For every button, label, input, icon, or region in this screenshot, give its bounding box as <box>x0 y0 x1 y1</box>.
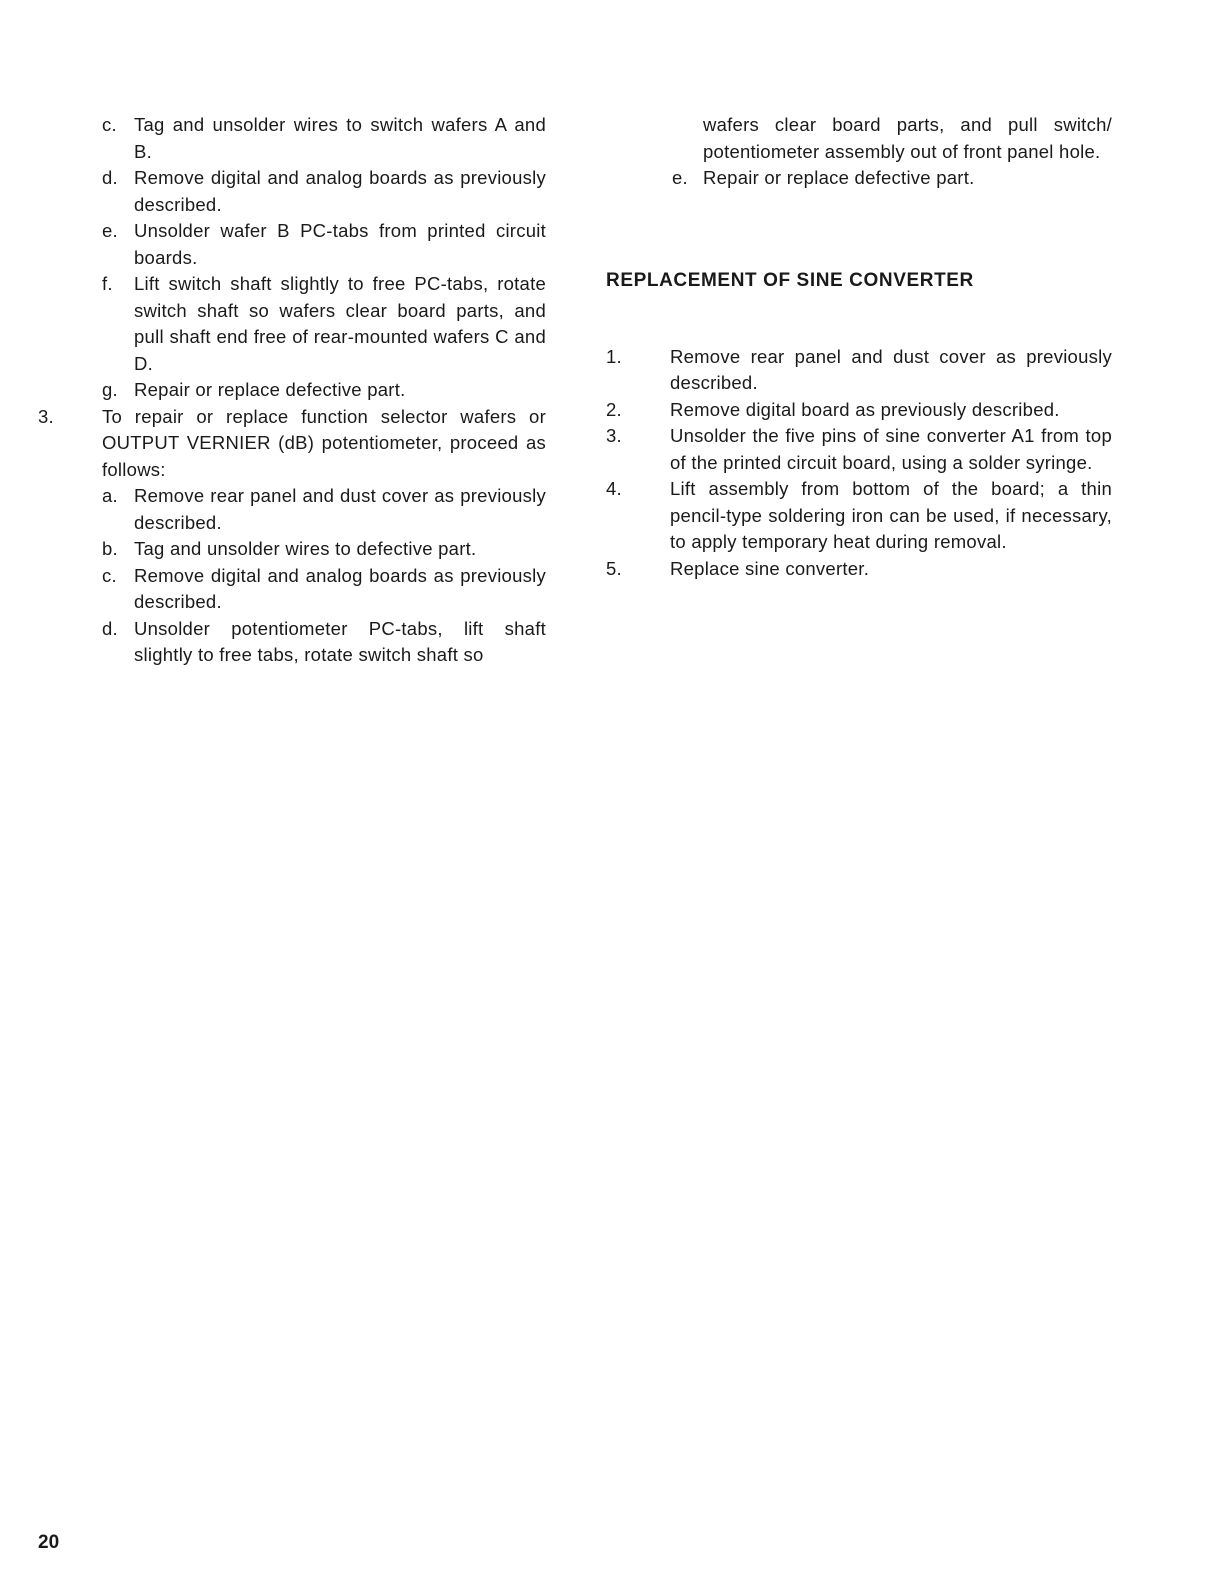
item-text: Tag and unsolder wires to switch wafers A and B. <box>134 114 546 162</box>
section-heading: REPLACEMENT OF SINE CONVERTER <box>606 269 974 291</box>
item-text: Tag and unsolder wires to defective part. <box>134 538 477 559</box>
step-label: 1. <box>606 345 622 367</box>
item-label: e. <box>672 167 688 188</box>
step-text: Remove digital board as previously described. <box>670 398 1060 420</box>
numbered-step <box>606 344 1112 397</box>
continuation-text: wafers clear board parts, and pull switch/ potentiometer assembly out of front panel hole. <box>703 114 1112 162</box>
left-column <box>38 112 546 669</box>
right-column <box>606 112 1112 582</box>
step-label: 3. <box>606 425 622 446</box>
step-text: To repair or replace function selector wafers or OUTPUT VERNIER (dB) potentiometer, proceed as follows: <box>102 405 546 480</box>
list-item <box>38 563 546 616</box>
step-label: 2. <box>606 398 622 420</box>
step-text: Lift assembly from bottom of the board; a thin pencil-type soldering iron can be used, if necessary, to apply temporary heat during removal. <box>670 478 1112 552</box>
numbered-step <box>606 423 1112 476</box>
list-item <box>38 536 546 563</box>
step-label: 4. <box>606 478 622 499</box>
numbered-step <box>606 397 1112 424</box>
list-item <box>38 483 546 536</box>
numbered-step <box>606 556 1112 583</box>
item-text: Repair or replace defective part. <box>134 379 406 400</box>
list-item <box>38 616 546 669</box>
item-label: f. <box>102 273 113 294</box>
item-text: Lift switch shaft slightly to free PC-tabs, rotate switch shaft so wafers clear board parts, and pull shaft end free of rear-mounted wafers C and D. <box>134 273 546 374</box>
step-label: 3. <box>38 405 54 427</box>
item-text: Unsolder wafer B PC-tabs from printed circuit boards. <box>134 220 546 268</box>
list-item <box>38 377 546 404</box>
item-label: b. <box>102 538 118 559</box>
step-label: 5. <box>606 557 622 579</box>
step-3 <box>38 404 546 484</box>
list-item <box>38 218 546 271</box>
item-label: a. <box>102 485 118 506</box>
item-label: e. <box>102 220 118 241</box>
list-item <box>38 112 546 165</box>
list-item <box>38 165 546 218</box>
list-item <box>606 165 1112 192</box>
numbered-step <box>606 476 1112 556</box>
item-text: Remove rear panel and dust cover as previously described. <box>134 485 546 533</box>
item-label: d. <box>102 617 118 639</box>
item-text: Remove digital and analog boards as previously described. <box>134 564 546 612</box>
item-label: c. <box>102 114 117 135</box>
step-text: Replace sine converter. <box>670 557 870 579</box>
list-item <box>38 271 546 377</box>
item-label: g. <box>102 379 118 400</box>
item-label: d. <box>102 167 118 188</box>
item-label: c. <box>102 564 117 586</box>
step-text: Remove rear panel and dust cover as previously described. <box>670 345 1112 393</box>
step-text: Unsolder the five pins of sine converter A1 from top of the printed circuit board, using a solder syringe. <box>670 425 1112 473</box>
page-number: 20 <box>38 1532 60 1553</box>
item-text: Remove digital and analog boards as previously described. <box>134 167 546 215</box>
item-text: Repair or replace defective part. <box>703 167 975 188</box>
item-text: Unsolder potentiometer PC-tabs, lift shaft slightly to free tabs, rotate switch shaft so <box>134 617 546 665</box>
